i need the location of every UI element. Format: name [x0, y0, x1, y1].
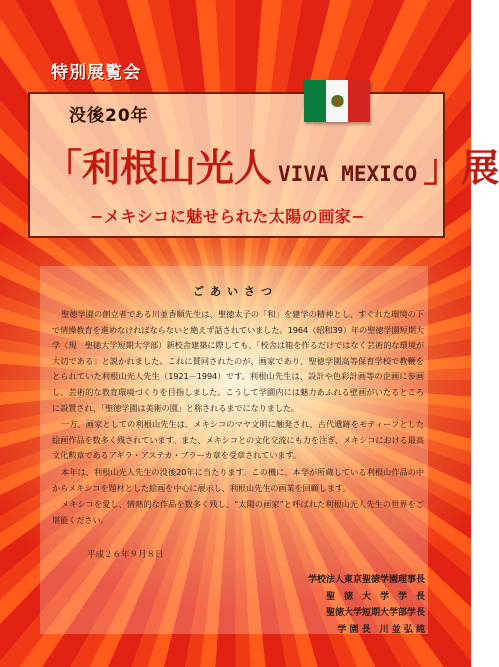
- greeting-heading: ごあいさつ: [193, 285, 278, 298]
- greeting-paragraph: 本年は、利根山光人先生の没後20年に当たります。この機に、本学が所蔵している利根山作品の中からメキシコを題材とした絵画を中心に展示し、利根山先生の画業を回顧します。: [52, 467, 424, 493]
- viva-mexico-label: VIVA MEXICO: [278, 162, 418, 186]
- anniversary-label: 没後20年: [69, 106, 149, 126]
- greeting-date: 平成２６年９月８日: [87, 550, 164, 560]
- eagle-emblem-icon: [331, 95, 344, 107]
- signature-line: 聖 徳 大 学 学 長: [325, 592, 425, 602]
- title-close-bracket: 」: [423, 146, 462, 190]
- greeting-paragraph: 一方、画家としての利根山先生は、メキシコのマヤ文明に触発され、古代遺跡をモティーフとした絵画作品を数多く残されています。また、メキシコとの文化交流にも力を注ぎ、メキシコにおける最高文化勲章であるアギラ・アステカ・ブラーカ章を受章されています。: [52, 419, 424, 461]
- signature-line: 聖徳大学短期大学部学長: [325, 608, 425, 618]
- flag-green-stripe: [304, 80, 326, 122]
- signature-line: 学 園 長 川 並 弘 純: [337, 625, 425, 635]
- exhibition-title: [44, 137, 499, 190]
- signature-line: 学校法人東京聖徳学園理事長: [307, 575, 425, 585]
- artist-name: 利根山光人: [82, 146, 273, 190]
- mexico-flag-icon: [304, 80, 370, 122]
- title-suffix: 展: [461, 146, 499, 190]
- event-type-label: 特別展覧会: [51, 63, 141, 83]
- flag-red-stripe: [348, 80, 370, 122]
- greeting-paragraph: 聖徳学園の創立者である川並香順先生は、聖徳太子の「和」を建学の精神とし、すぐれた環境の下で情操教育を進めなければならないと絶えず話されていました。1964（昭和39）年の聖徳学園短期大学（現 聖徳大学短期大学部）新校舎建築に際しても、「校舎は箱を作るだけではなく芸術的な環境が大切である」と説かれました。これに賛同されたのが、画家であり、聖徳学園高等保育学校で教鞭をとられていた利根山光人先生（1921－1994）です。利根山先生は、設計や色彩計画等の企画に参画し、芸術的な教育環境づくりを目指しました。こうして学園内には魅力あふれる壁画がいたるところに設置され、「聖徳学園は美術の園」と称されるまでになりました。: [52, 309, 424, 413]
- flag-white-stripe: [326, 80, 348, 122]
- subtitle: −メキシコに魅せられた太陽の画家−: [90, 207, 366, 226]
- greeting-paragraph: メキシコを愛し、情熱的な作品を数多く残し、“太陽の画家”と呼ばれた利根山光人先生の世界をご堪能ください。: [52, 499, 424, 525]
- title-open-bracket: 「: [44, 146, 83, 190]
